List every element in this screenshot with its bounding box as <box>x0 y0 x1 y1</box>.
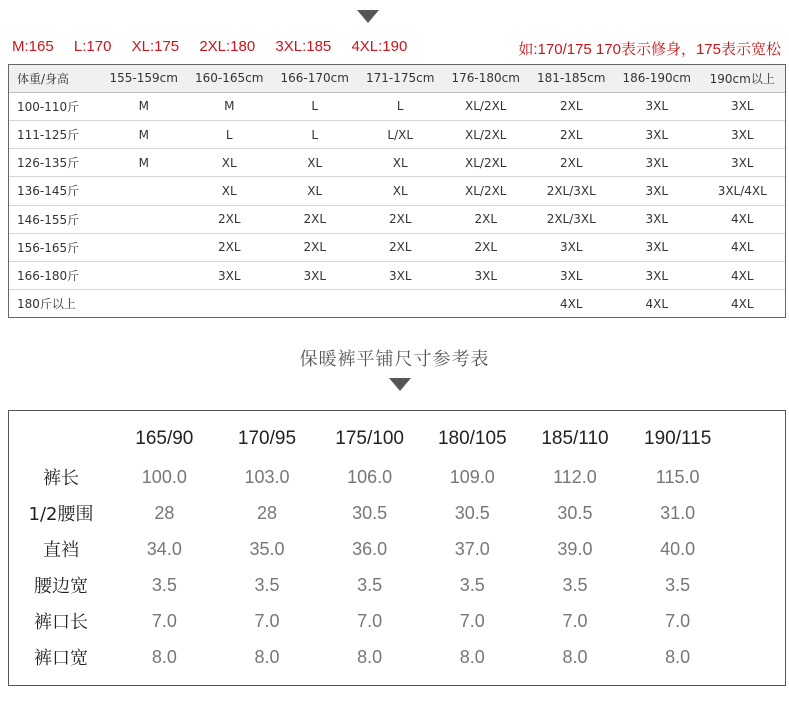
size-code: M:165 <box>12 38 54 55</box>
measurement-label: 直裆 <box>43 540 79 561</box>
measurement-value: 3.5 <box>151 574 177 595</box>
size-cell: M <box>101 149 187 177</box>
size-cell: L <box>272 121 358 149</box>
size-cell: 3XL <box>700 92 786 120</box>
measurement-value: 112.0 <box>553 466 597 487</box>
size-cell: 4XL <box>700 205 786 233</box>
size-recommendation-table <box>8 64 786 318</box>
size-cell: XL <box>187 149 273 177</box>
size-cell: 3XL <box>614 233 700 261</box>
table-row <box>9 567 729 603</box>
size-cell: XL/2XL <box>443 121 529 149</box>
size-cell: 2XL <box>187 233 273 261</box>
size-cell: XL/2XL <box>443 92 529 120</box>
size-cell <box>101 261 187 289</box>
height-column-header: 155-159cm <box>101 65 187 92</box>
size-cell: 4XL <box>559 296 583 311</box>
size-cell: 2XL/3XL <box>529 177 615 205</box>
size-cell: 3XL <box>358 261 444 289</box>
size-cell <box>443 290 529 317</box>
size-cell: 3XL <box>443 261 529 289</box>
size-code: 3XL:185 <box>275 38 332 55</box>
measurement-value: 30.5 <box>352 502 388 523</box>
flat-measurement-table <box>8 410 786 686</box>
height-column-header: 166-170cm <box>272 65 358 92</box>
table-row <box>9 149 785 177</box>
size-column-header: 175/100 <box>335 428 404 449</box>
measurement-value: 35.0 <box>249 538 285 559</box>
size-cell: 3XL <box>614 177 700 205</box>
height-column-header: 181-185cm <box>529 65 615 92</box>
size-cell: M <box>101 92 187 120</box>
measurement-value: 3.5 <box>665 574 691 595</box>
size-cell: 2XL <box>443 233 529 261</box>
measurement-label: 裤长 <box>43 468 79 489</box>
weight-row-header: 136-145斤 <box>9 177 101 205</box>
size-cell: 3XL <box>614 121 700 149</box>
size-cell: XL/2XL <box>443 149 529 177</box>
height-column-header: 171-175cm <box>358 65 444 92</box>
table-row <box>9 290 785 317</box>
size-cell: 3XL <box>187 261 273 289</box>
size-cell: 4XL <box>700 233 786 261</box>
size-cell: 4XL <box>730 296 754 311</box>
measurement-value: 36.0 <box>352 538 388 559</box>
size-code: L:170 <box>73 38 112 55</box>
size-cell: 3XL <box>614 92 700 120</box>
measurement-value: 7.0 <box>665 610 691 631</box>
measurement-value: 103.0 <box>244 466 290 487</box>
size-code: 4XL:190 <box>351 38 408 55</box>
down-arrow-icon <box>389 378 411 391</box>
measurement-value: 7.0 <box>357 610 383 631</box>
measurement-value: 8.0 <box>562 646 588 667</box>
measurement-value: 30.5 <box>454 502 490 523</box>
size-cell: 4XL <box>645 296 669 311</box>
measurement-value: 7.0 <box>151 610 177 631</box>
size-cell: L/XL <box>358 121 444 149</box>
measurement-value: 28 <box>256 502 277 523</box>
height-column-header: 160-165cm <box>187 65 273 92</box>
size-cell: 2XL <box>529 149 615 177</box>
weight-row-header: 100-110斤 <box>9 92 101 120</box>
size-column-header: 180/105 <box>437 428 507 449</box>
measurement-value: 3.5 <box>357 574 383 595</box>
table-row <box>9 495 729 531</box>
size-column-header: 190/115 <box>644 428 712 449</box>
measurement-value: 3.5 <box>562 574 588 595</box>
measurement-value: 8.0 <box>357 646 383 667</box>
corner-cell <box>9 419 113 459</box>
measurement-value: 115.0 <box>655 466 700 487</box>
size-cell: 3XL <box>529 261 615 289</box>
size-cell: 2XL <box>358 233 444 261</box>
fit-note: 如:170/175 170表示修身，175表示宽松 <box>518 41 781 58</box>
measurement-value: 100.0 <box>141 466 187 487</box>
size-column-header: 170/95 <box>237 428 297 449</box>
size-cell: 3XL <box>272 261 358 289</box>
weight-row-header: 146-155斤 <box>9 205 101 233</box>
size-cell <box>101 290 187 317</box>
measurement-value: 39.0 <box>557 538 593 559</box>
measurement-value: 106.0 <box>347 466 393 487</box>
size-cell <box>101 205 187 233</box>
weight-row-header: 126-135斤 <box>9 149 101 177</box>
size-cell: 3XL <box>529 233 615 261</box>
table-header-row <box>9 65 785 92</box>
size-cell: XL <box>187 177 273 205</box>
measurement-label: 1/2腰围 <box>28 504 94 525</box>
size-code: XL:175 <box>131 38 180 55</box>
measurement-value: 40.0 <box>660 538 696 559</box>
table-row <box>9 639 729 675</box>
measurement-label: 裤口宽 <box>34 648 88 669</box>
measurement-value: 7.0 <box>254 610 280 631</box>
table-row <box>9 261 785 289</box>
measurement-value: 37.0 <box>454 538 490 559</box>
size-cell: 2XL <box>187 205 273 233</box>
size-cell <box>358 290 444 317</box>
size-cell: L <box>187 121 273 149</box>
size-cell: 3XL <box>614 149 700 177</box>
height-column-header: 190cm以上 <box>700 65 786 92</box>
size-cell: XL/2XL <box>443 177 529 205</box>
size-cell: XL <box>358 177 444 205</box>
size-cell: M <box>101 121 187 149</box>
measurement-value: 31.0 <box>660 502 696 523</box>
weight-row-header: 111-125斤 <box>9 121 101 149</box>
size-cell: L <box>358 92 444 120</box>
measurement-value: 8.0 <box>151 646 177 667</box>
size-cell <box>101 233 187 261</box>
measurement-value: 3.5 <box>459 574 485 595</box>
size-column-header: 165/90 <box>135 428 194 449</box>
height-column-header: 176-180cm <box>443 65 529 92</box>
size-cell: 2XL <box>529 121 615 149</box>
size-cell: 2XL <box>358 205 444 233</box>
flat-measurement-title: 保暖裤平铺尺寸参考表 <box>299 349 490 370</box>
table-row <box>9 205 785 233</box>
weight-row-header: 156-165斤 <box>9 233 101 261</box>
size-codes <box>12 38 423 55</box>
measurement-value: 8.0 <box>459 646 485 667</box>
size-cell: 2XL <box>443 205 529 233</box>
size-cell: 2XL/3XL <box>529 205 615 233</box>
down-arrow-icon <box>357 10 379 23</box>
measurement-value: 7.0 <box>459 610 485 631</box>
size-cell <box>272 290 358 317</box>
measurement-value: 34.0 <box>146 538 182 559</box>
size-cell: XL <box>272 177 358 205</box>
table-row <box>9 92 785 120</box>
measurement-value: 8.0 <box>665 646 691 667</box>
table-row <box>9 177 785 205</box>
table-row <box>9 233 785 261</box>
size-cell: 2XL <box>529 92 615 120</box>
size-cell: 2XL <box>272 233 358 261</box>
measurement-label: 裤口长 <box>34 612 88 633</box>
height-column-header: 186-190cm <box>614 65 700 92</box>
table-row <box>9 459 729 495</box>
size-cell: XL <box>358 149 444 177</box>
size-cell: M <box>187 92 273 120</box>
measurement-value: 109.0 <box>449 466 495 487</box>
measurement-value: 30.5 <box>557 502 593 523</box>
size-cell: 2XL <box>272 205 358 233</box>
size-cell: 3XL <box>614 205 700 233</box>
size-cell: L <box>272 92 358 120</box>
measurement-label: 腰边宽 <box>34 576 88 597</box>
corner-header: 体重/身高 <box>9 65 101 92</box>
size-code: 2XL:180 <box>199 38 256 55</box>
size-cell <box>101 177 187 205</box>
size-column-header: 185/110 <box>541 428 609 449</box>
measurement-value: 7.0 <box>562 610 588 631</box>
table-row <box>9 603 729 639</box>
size-cell: 3XL <box>700 121 786 149</box>
table-row <box>9 531 729 567</box>
size-cell: XL <box>272 149 358 177</box>
size-legend <box>12 38 781 60</box>
size-cell: 3XL <box>614 261 700 289</box>
size-cell: 3XL <box>700 149 786 177</box>
measurement-value: 8.0 <box>254 646 280 667</box>
weight-row-header: 180斤以上 <box>17 297 76 312</box>
measurement-value: 28 <box>154 502 175 523</box>
size-header-row <box>9 419 729 459</box>
size-cell: 3XL/4XL <box>700 177 786 205</box>
size-cell: 4XL <box>700 261 786 289</box>
weight-row-header: 166-180斤 <box>9 261 101 289</box>
size-cell <box>187 290 273 317</box>
table-row <box>9 121 785 149</box>
measurement-value: 3.5 <box>254 574 280 595</box>
